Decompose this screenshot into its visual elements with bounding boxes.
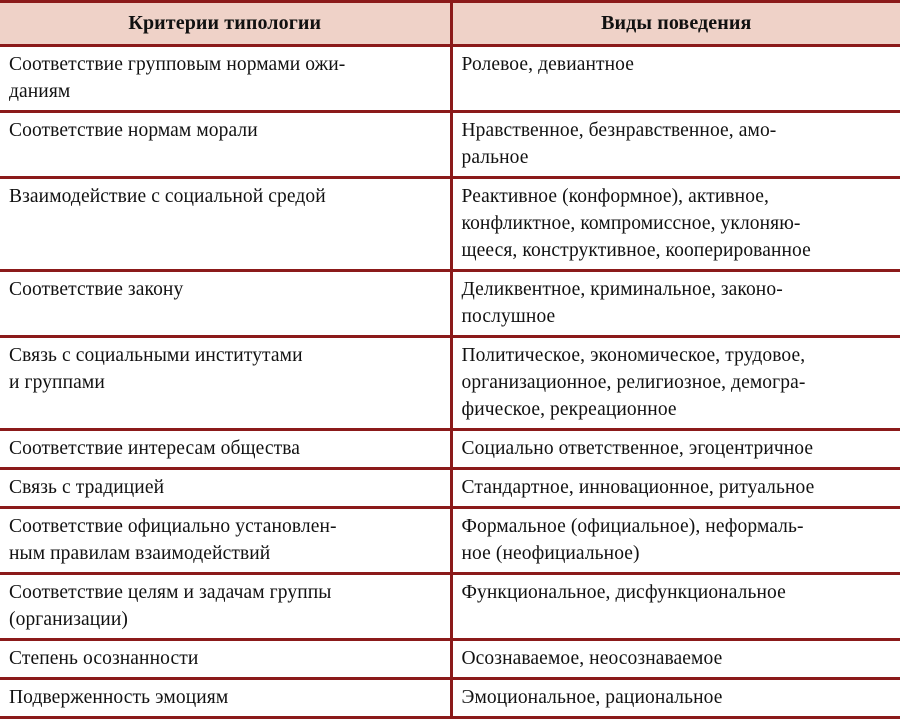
cell-text-line: Подверженность эмоциям xyxy=(9,687,229,708)
cell-text-line: Ролевое, девиантное xyxy=(461,54,635,75)
table-row xyxy=(0,469,900,508)
cell-text-line: Реактивное (конформное), активное, xyxy=(461,186,770,207)
cell-text-line: Связь с традицией xyxy=(9,477,165,498)
column-header-criteria: Критерии типологии xyxy=(0,2,451,46)
cell-text-line: Соответствие официально установлен- xyxy=(9,516,337,537)
cell-text-line: Соответствие целям и задачам группы xyxy=(9,582,332,603)
cell-behavior xyxy=(451,337,900,430)
cell-text-line: Степень осознанности xyxy=(9,648,199,669)
table-row xyxy=(0,430,900,469)
table-row xyxy=(0,508,900,574)
table-row xyxy=(0,640,900,679)
cell-criteria xyxy=(0,112,451,178)
cell-behavior xyxy=(451,112,900,178)
cell-text-line: Соответствие закону xyxy=(9,279,184,300)
cell-text-line: конфликтное, компромиссное, уклоняю- xyxy=(461,213,801,234)
cell-text-line: ральное xyxy=(461,147,529,168)
table-row xyxy=(0,112,900,178)
cell-text-line: Эмоциональное, рациональное xyxy=(461,687,723,708)
table-row xyxy=(0,337,900,430)
cell-text-line: (организации) xyxy=(9,609,128,630)
table-header-row xyxy=(0,2,900,46)
cell-text-line: Нравственное, безнравственное, амо- xyxy=(461,120,777,141)
cell-behavior xyxy=(451,679,900,718)
cell-criteria xyxy=(0,178,451,271)
cell-criteria xyxy=(0,46,451,112)
cell-text-line: Осознаваемое, неосознаваемое xyxy=(461,648,723,669)
cell-text-line: Политическое, экономическое, трудовое, xyxy=(461,345,806,366)
cell-behavior xyxy=(451,430,900,469)
cell-criteria xyxy=(0,679,451,718)
cell-criteria xyxy=(0,337,451,430)
cell-text-line: щееся, конструктивное, кооперированное xyxy=(461,240,811,261)
cell-text-line: послушное xyxy=(461,306,556,327)
cell-text-line: ным правилам взаимодействий xyxy=(9,543,271,564)
table-header xyxy=(0,2,900,46)
cell-text-line: Соответствие групповым нормами ожи- xyxy=(9,54,346,75)
cell-text-line: Соответствие нормам морали xyxy=(9,120,258,141)
cell-behavior xyxy=(451,640,900,679)
column-header-behavior: Виды поведения xyxy=(451,2,900,46)
cell-behavior xyxy=(451,574,900,640)
cell-behavior xyxy=(451,271,900,337)
cell-text-line: Стандартное, инновационное, ритуальное xyxy=(461,477,815,498)
cell-criteria xyxy=(0,430,451,469)
table-body xyxy=(0,46,900,718)
cell-criteria xyxy=(0,640,451,679)
table-row xyxy=(0,46,900,112)
table-row xyxy=(0,574,900,640)
cell-criteria xyxy=(0,574,451,640)
cell-text-line: Деликвентное, криминальное, законо- xyxy=(461,279,783,300)
cell-text-line: организационное, религиозное, демогра- xyxy=(461,372,806,393)
table-row xyxy=(0,679,900,718)
cell-text-line: даниям xyxy=(9,81,71,102)
cell-text-line: Взаимодействие с социальной средой xyxy=(9,186,326,207)
cell-text-line: Соответствие интересам общества xyxy=(9,438,301,459)
cell-text-line: Функциональное, дисфункциональное xyxy=(461,582,786,603)
cell-text-line: и группами xyxy=(9,372,105,393)
cell-text-line: Социально ответственное, эгоцентричное xyxy=(461,438,814,459)
cell-behavior xyxy=(451,469,900,508)
table-row xyxy=(0,271,900,337)
cell-behavior xyxy=(451,178,900,271)
cell-text-line: Формальное (официальное), неформаль- xyxy=(461,516,804,537)
cell-behavior xyxy=(451,508,900,574)
table-row xyxy=(0,178,900,271)
cell-behavior xyxy=(451,46,900,112)
cell-criteria xyxy=(0,271,451,337)
cell-text-line: Связь с социальными институтами xyxy=(9,345,303,366)
cell-text-line: фическое, рекреационное xyxy=(461,399,677,420)
cell-criteria xyxy=(0,469,451,508)
cell-text-line: ное (неофициальное) xyxy=(461,543,640,564)
cell-criteria xyxy=(0,508,451,574)
